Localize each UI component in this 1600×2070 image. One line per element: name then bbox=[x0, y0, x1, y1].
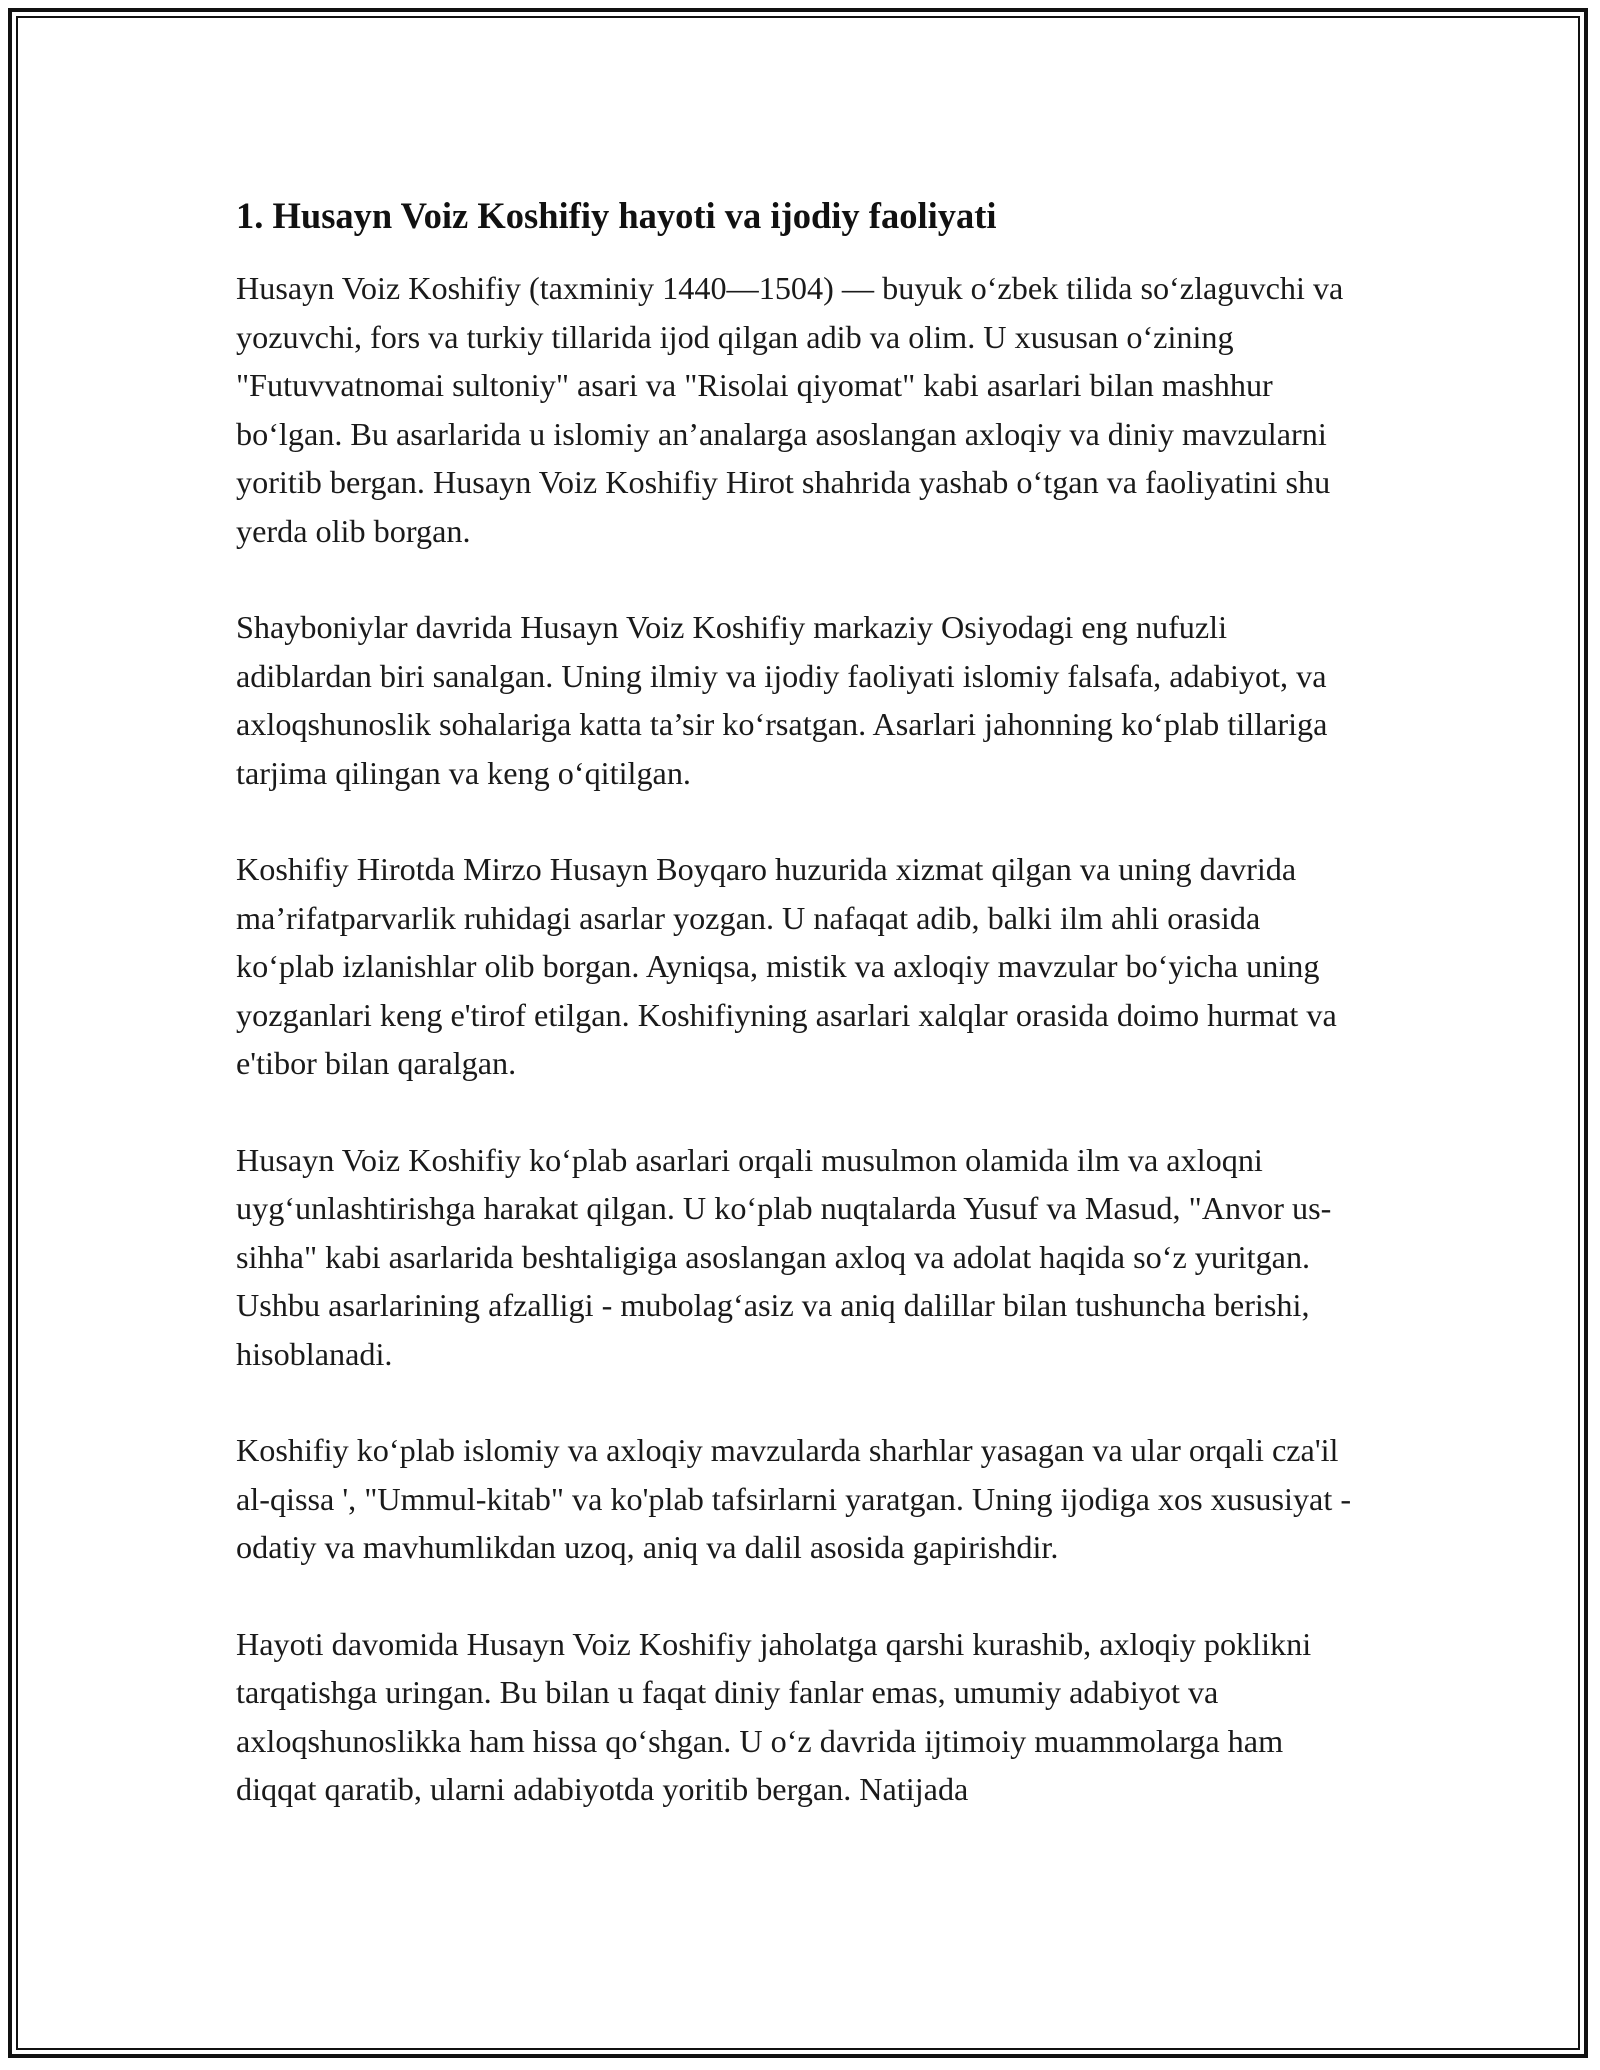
paragraph-2: Shayboniylar davrida Husayn Voiz Koshifiy markaziy Osiyodagi eng nufuzli adiblardan biri sanalgan. Uning ilmiy va ijodiy faoliyati islomiy falsafa, adabiyot, va axloqshunoslik sohalariga katta ta’sir ko‘rsatgan. Asarlari jahonning ko‘plab tillariga tarjima qilingan va keng o‘qitilgan. bbox=[236, 609, 1328, 791]
document-body bbox=[236, 190, 1366, 1814]
paragraph-6: Hayoti davomida Husayn Voiz Koshifiy jaholatga qarshi kurashib, axloqiy poklikni tarqatishga uringan. Bu bilan u faqat diniy fanlar emas, umumiy adabiyot va axloqshunoslikka ham hissa qo‘shgan. U o‘z davrida ijtimoiy muammolarga ham diqqat qaratib, ularni adabiyotda yoritib bergan. Natijada bbox=[236, 1625, 1312, 1807]
paragraph-5: Koshifiy ko‘plab islomiy va axloqiy mavzularda sharhlar yasagan va ular orqali cza'il al-qissa ', "Ummul-kitab" va ko'plab tafsirlarni yaratgan. Uning ijodiga xos xususiyat - odatiy va mavhumlikdan uzoq, aniq va dalil asosida gapirishdir. bbox=[236, 1432, 1352, 1565]
paragraph-1: Husayn Voiz Koshifiy (taxminiy 1440—1504) — buyuk o‘zbek tilida so‘zlaguvchi va yozuvchi, fors va turkiy tillarida ijod qilgan adib va olim. U xususan o‘zining "Futuvvatnomai sultoniy" asari va "Risolai qiyomat" kabi asarlari bilan mashhur bo‘lgan. Bu asarlarida u islomiy an’analarga asoslangan axloqiy va diniy mavzularni yoritib bergan. Husayn Voiz Koshifiy Hirot shahrida yashab o‘tgan va faoliyatini shu yerda olib borgan. bbox=[236, 270, 1344, 549]
paragraph-3: Koshifiy Hirotda Mirzo Husayn Boyqaro huzurida xizmat qilgan va uning davrida ma’rifatparvarlik ruhidagi asarlar yozgan. U nafaqat adib, balki ilm ahli orasida ko‘plab izlanishlar olib borgan. Ayniqsa, mistik va axloqiy mavzular bo‘yicha uning yozganlari keng e'tirof etilgan. Koshifiyning asarlari xalqlar orasida doimo hurmat va e'tibor bilan qaralgan. bbox=[236, 851, 1337, 1081]
paragraph-4: Husayn Voiz Koshifiy ko‘plab asarlari orqali musulmon olamida ilm va axloqni uyg‘unlashtirishga harakat qilgan. U ko‘plab nuqtalarda Yusuf va Masud, "Anvor us-sihha" kabi asarlarida beshtaligiga asoslangan axloq va adolat haqida so‘z yuritgan. Ushbu asarlarining afzalligi - mubolag‘asiz va aniq dalillar bilan tushuncha berishi, hisoblanadi. bbox=[236, 1141, 1332, 1372]
section-heading: 1. Husayn Voiz Koshifiy hayoti va ijodiy faoliyati bbox=[236, 195, 997, 236]
